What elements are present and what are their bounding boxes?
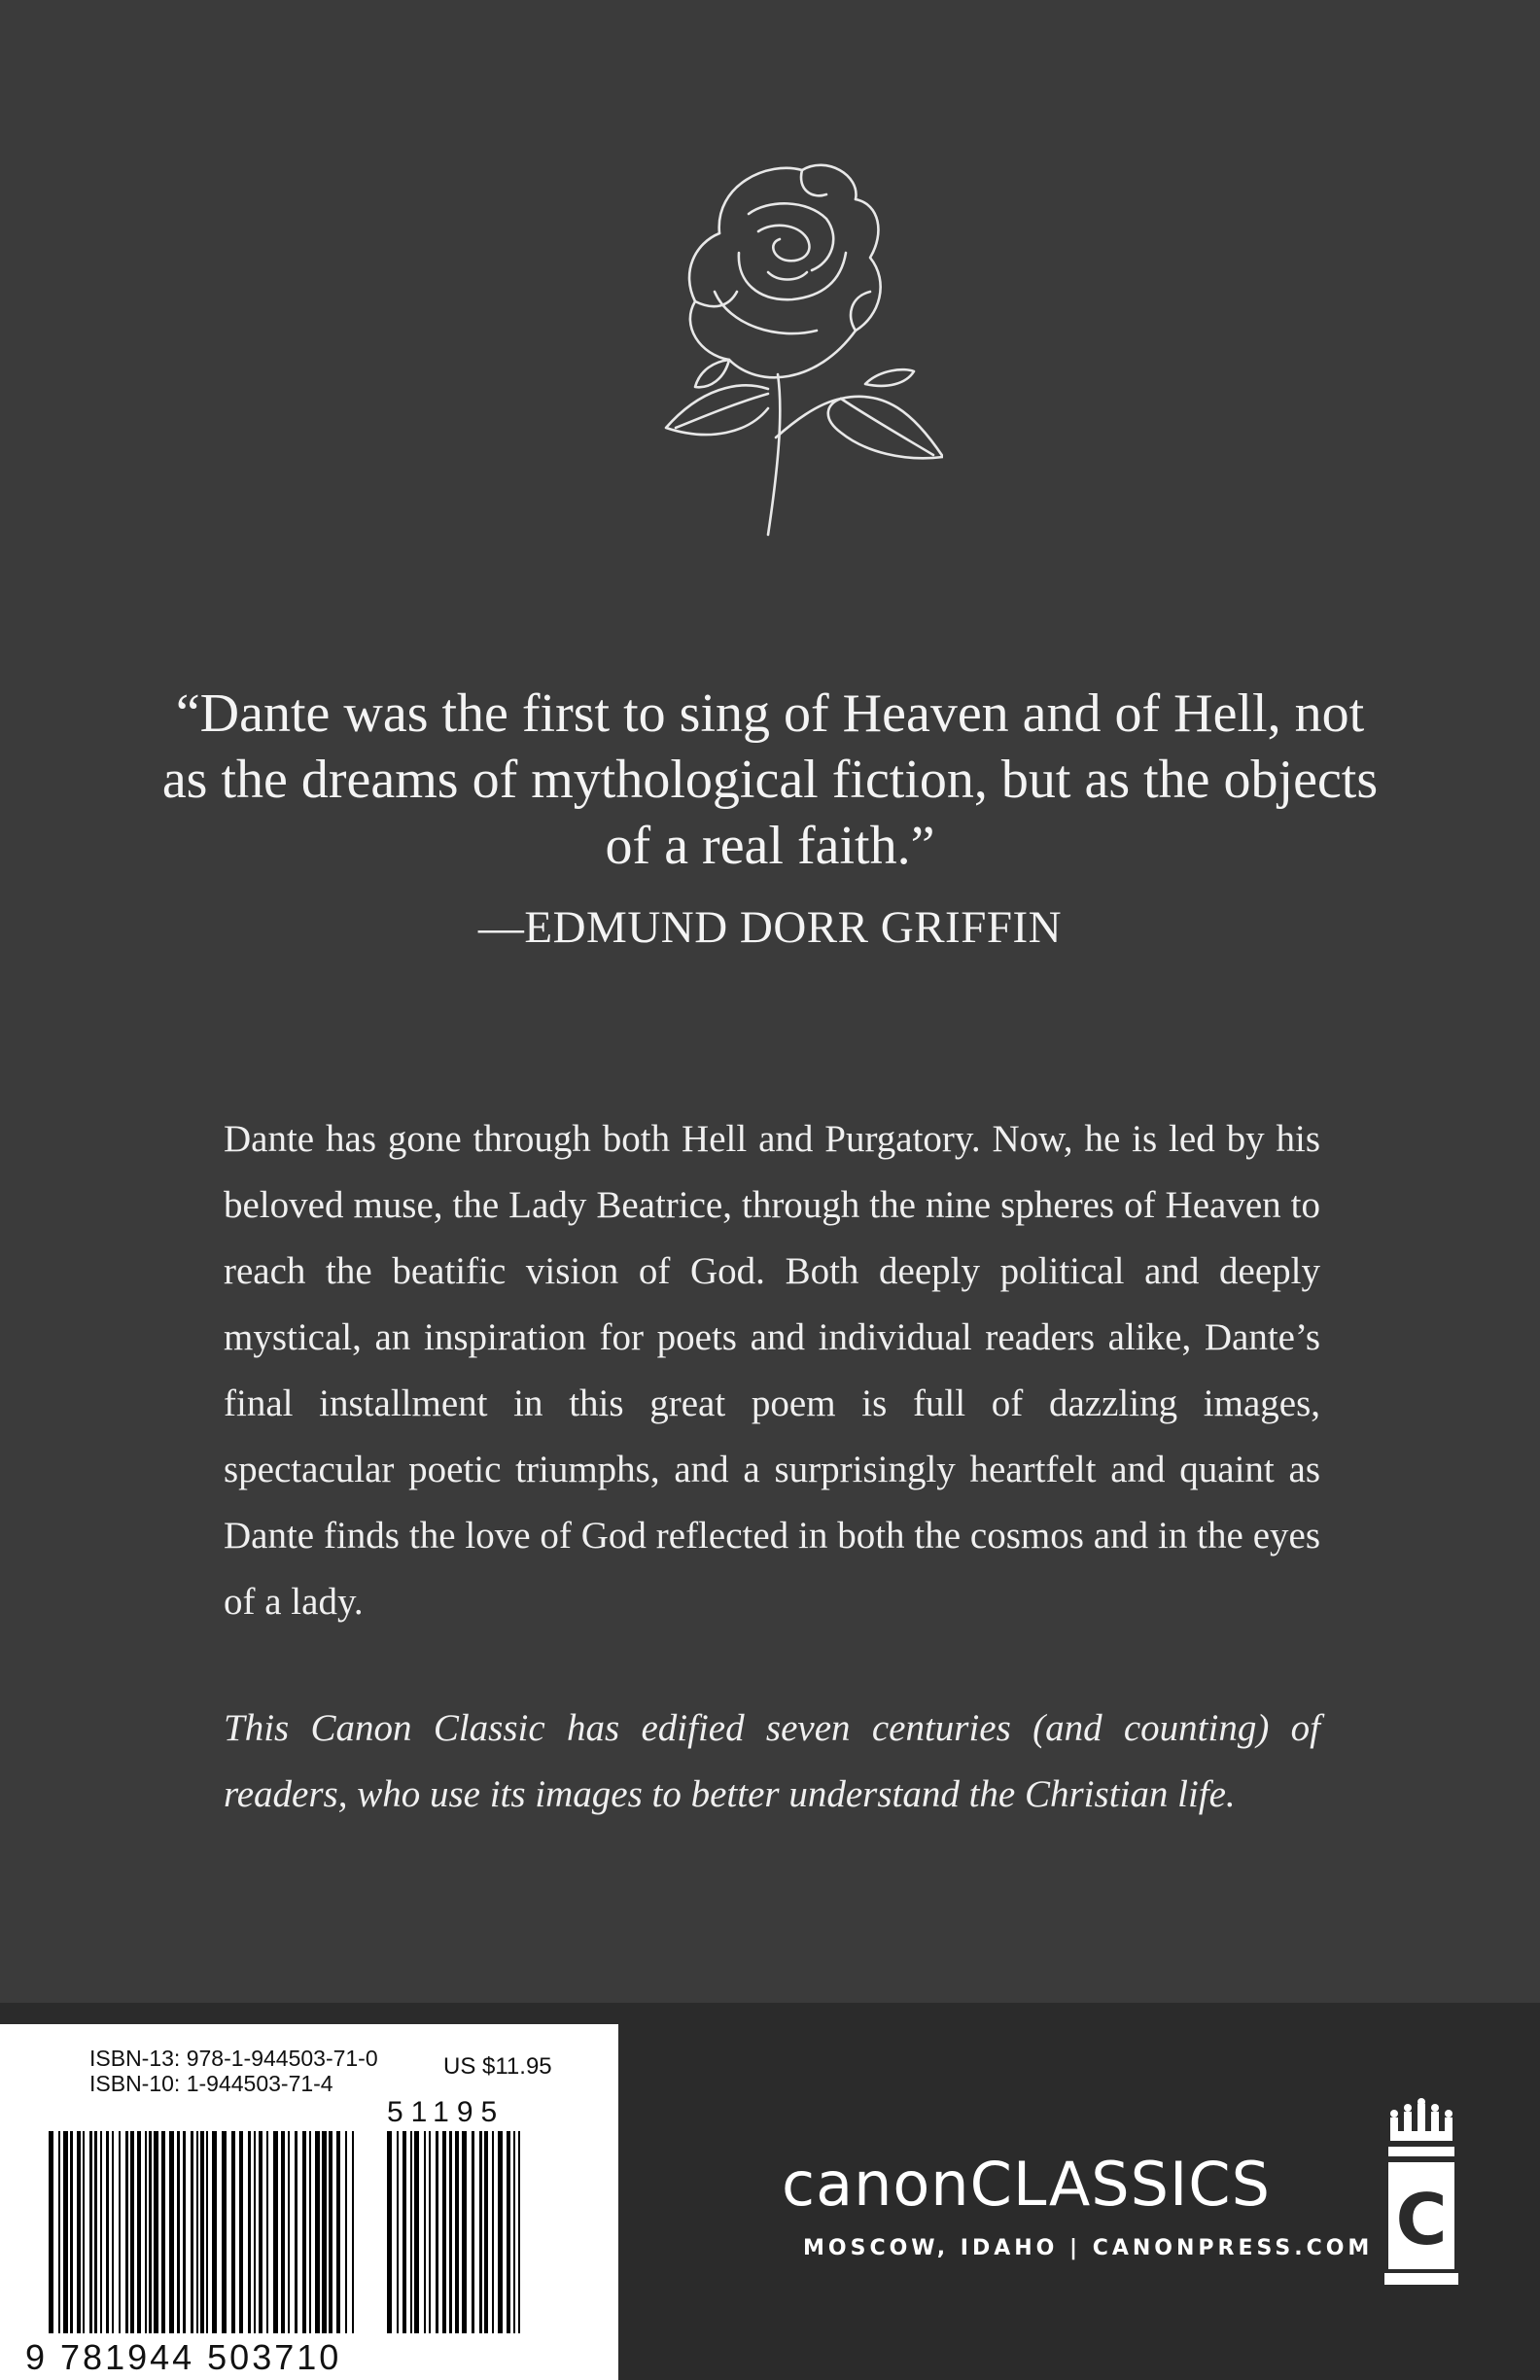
- publisher-logo: [782, 2090, 1462, 2285]
- barcode-bar: [112, 2131, 114, 2333]
- barcode-bar: [462, 2131, 467, 2333]
- barcode-bar: [94, 2131, 97, 2333]
- ean-number: 9 781944 503710: [25, 2337, 342, 2377]
- publisher-name: [782, 2149, 1271, 2220]
- barcode-bar: [125, 2131, 128, 2333]
- barcode-bar: [345, 2131, 347, 2333]
- ean-barcode: [49, 2131, 360, 2335]
- barcode-bar: [248, 2131, 251, 2333]
- crown-c-icon: [1384, 2098, 1458, 2289]
- crown-c-letter: C: [1395, 2179, 1448, 2260]
- rose-icon: [622, 146, 943, 554]
- publisher-location: MOSCOW, IDAHO | CANONPRESS.COM: [803, 2236, 1374, 2260]
- barcode-bar: [206, 2131, 208, 2333]
- barcode-bar: [106, 2131, 109, 2333]
- barcode-bar: [498, 2131, 503, 2333]
- barcode-bar: [200, 2131, 204, 2333]
- barcode-bar: [402, 2131, 406, 2333]
- barcode-bar: [484, 2131, 488, 2333]
- barcode-bar: [259, 2131, 262, 2333]
- barcode-bar: [196, 2131, 198, 2333]
- barcode-bar: [119, 2131, 121, 2333]
- barcode-bar: [424, 2131, 426, 2333]
- barcode-bar: [231, 2131, 235, 2333]
- barcode-bar: [169, 2131, 174, 2333]
- barcode-bar: [239, 2131, 243, 2333]
- barcode-bar: [472, 2131, 474, 2333]
- barcode-bar: [49, 2131, 53, 2333]
- barcode-bar: [100, 2131, 102, 2333]
- price: US $11.95: [443, 2053, 552, 2080]
- barcode-bar: [295, 2131, 298, 2333]
- barcode-bar: [397, 2131, 399, 2333]
- barcode-bar: [336, 2131, 340, 2333]
- barcode-bar: [191, 2131, 193, 2333]
- barcode-bar: [302, 2131, 306, 2333]
- barcode-bar: [254, 2131, 256, 2333]
- barcode-bar: [429, 2131, 431, 2333]
- barcode-bar: [288, 2131, 290, 2333]
- isbn-10: ISBN-10: 1-944503-71-4: [89, 2071, 333, 2096]
- barcode-box: [0, 2024, 618, 2380]
- barcode-bar: [322, 2131, 327, 2333]
- isbn-13: ISBN-13: 978-1-944503-71-0: [89, 2046, 378, 2071]
- addon-barcode: [387, 2131, 523, 2335]
- quote-attribution: —EDMUND DORR GRIFFIN: [477, 902, 1063, 953]
- barcode-bar: [161, 2131, 165, 2333]
- barcode-bar: [513, 2131, 515, 2333]
- addon-number: 51195: [387, 2096, 506, 2128]
- barcode-bar: [507, 2131, 510, 2333]
- barcode-bar: [414, 2131, 419, 2333]
- barcode-bar: [137, 2131, 141, 2333]
- barcode-bar: [436, 2131, 438, 2333]
- barcode-bar: [455, 2131, 459, 2333]
- barcode-bar: [387, 2131, 392, 2333]
- barcode-bar: [315, 2131, 320, 2333]
- barcode-bar: [77, 2131, 81, 2333]
- barcode-bar: [479, 2131, 482, 2333]
- barcode-bar: [442, 2131, 446, 2333]
- barcode-bar: [518, 2131, 520, 2333]
- barcode-bar: [70, 2131, 73, 2333]
- barcode-bar: [177, 2131, 180, 2333]
- barcode-bar: [63, 2131, 68, 2333]
- barcode-bar: [149, 2131, 152, 2333]
- barcode-bar: [145, 2131, 147, 2333]
- barcode-bar: [309, 2131, 311, 2333]
- book-description: Dante has gone through both Hell and Purgatory. Now, he is led by his beloved muse, the Lady Beatrice, through the nine spheres of Heaven to reach the beatific vision of God. Both deeply political and deeply mystical, an inspiration for poets and individual readers alike, Dante’s final installment in this great poem is full of dazzling images, spectacular poetic triumphs, and a surprisingly heartfelt and quaint as Dante finds the love of God reflected in both the cosmos and in the eyes of a lady.: [224, 1118, 1320, 1623]
- barcode-bar: [281, 2131, 285, 2333]
- barcode-bar: [266, 2131, 268, 2333]
- barcode-bar: [449, 2131, 452, 2333]
- barcode-bar: [154, 2131, 158, 2333]
- barcode-bar: [222, 2131, 227, 2333]
- barcode-bar: [89, 2131, 92, 2333]
- barcode-bar: [58, 2131, 60, 2333]
- barcode-bar: [273, 2131, 278, 2333]
- quote-block: [156, 681, 1384, 957]
- barcode-bar: [352, 2131, 354, 2333]
- series-tagline: This Canon Classic has edified seven centuries (and counting) of readers, who use its images to better understand the Christian life.: [224, 1707, 1320, 1815]
- publisher-name-lower: canon: [782, 2149, 970, 2220]
- barcode-bar: [83, 2131, 85, 2333]
- barcode-bar: [410, 2131, 412, 2333]
- barcode-bar: [130, 2131, 134, 2333]
- barcode-bar: [329, 2131, 332, 2333]
- barcode-bar: [492, 2131, 494, 2333]
- publisher-name-upper: CLASSICS: [969, 2149, 1271, 2220]
- barcode-bar: [212, 2131, 217, 2333]
- barcode-bar: [183, 2131, 186, 2333]
- quote-text: “Dante was the first to sing of Heaven and of Hell, not as the dreams of mythological fiction, but as the objects of a real faith.”: [161, 683, 1379, 876]
